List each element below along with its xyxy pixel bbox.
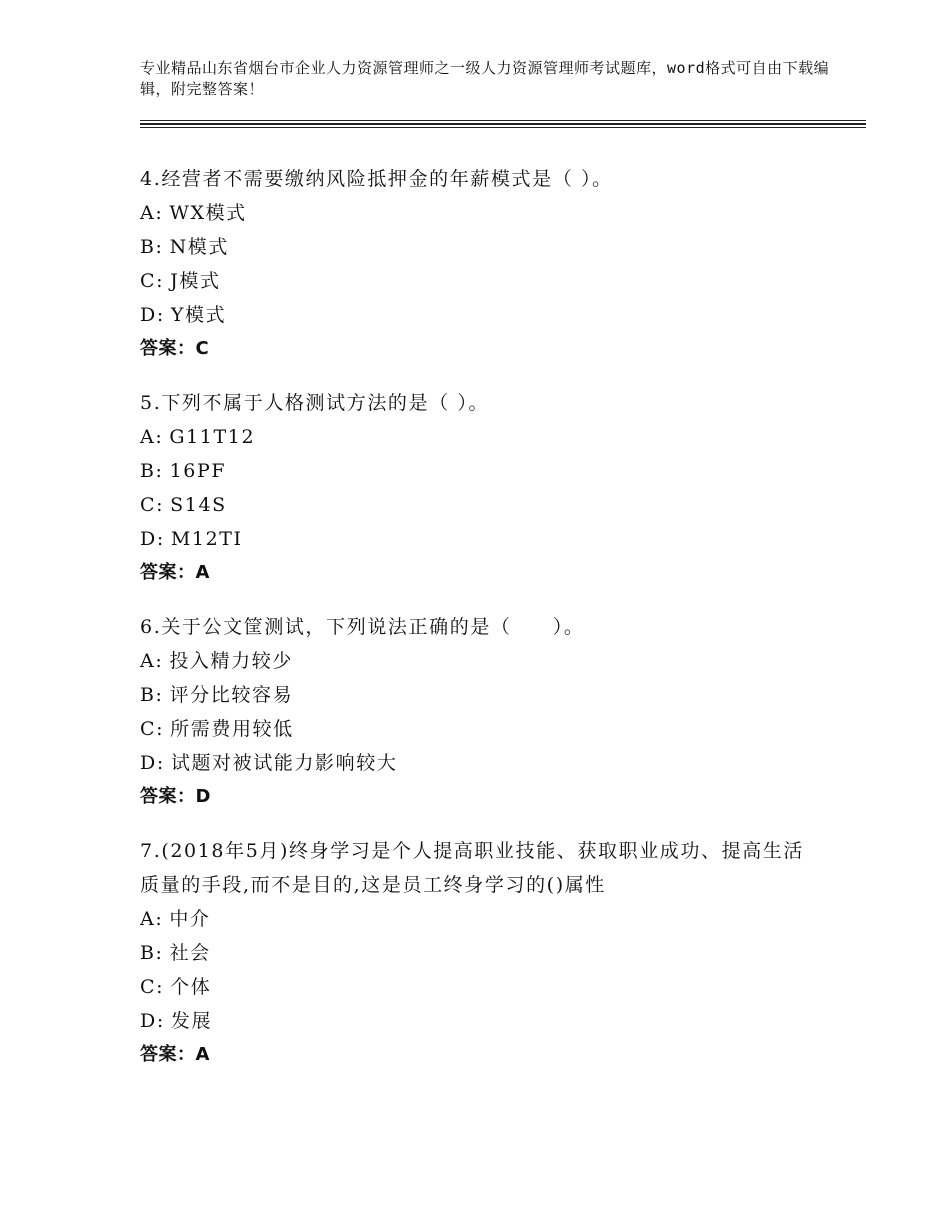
question-5 [140,384,820,590]
option-text: M12TI [170,528,243,550]
option-d [140,1004,820,1038]
answer-label: 答案：A [140,1044,210,1065]
option-key: C: [140,718,165,740]
page-header: 专业精品山东省烟台市企业人力资源管理师之一级人力资源管理师考试题库，word格式可自由下载编辑，附完整答案！ [140,59,830,98]
option-key: D: [140,528,165,550]
option-key: A: [140,202,164,224]
option-text: 所需费用较低 [170,718,294,740]
option-a [140,420,820,454]
option-b [140,230,820,264]
option-text: 个体 [170,976,212,998]
option-key: B: [140,942,164,964]
option-b [140,936,820,970]
question-stem: 4.经营者不需要缴纳风险抵押金的年薪模式是（ ）。 [140,168,613,190]
question-stem: 6.关于公文筐测试，下列说法正确的是（ ）。 [140,616,585,638]
question-stem: 5.下列不属于人格测试方法的是（ ）。 [140,392,490,414]
option-text: J模式 [170,270,221,292]
option-c [140,712,820,746]
option-text: 发展 [170,1010,213,1032]
option-key: C: [140,270,165,292]
option-text: N模式 [169,236,230,258]
answer-label: 答案：A [140,562,210,583]
option-key: B: [140,236,164,258]
header-divider [140,123,866,125]
option-c [140,264,820,298]
option-key: A: [140,426,164,448]
option-b [140,678,820,712]
option-key: D: [140,304,165,326]
option-text: 投入精力较少 [169,650,293,672]
option-text: G11T12 [169,426,256,448]
option-key: D: [140,1010,165,1032]
option-text: WX模式 [169,202,247,224]
option-text: 评分比较容易 [169,684,294,706]
option-d [140,298,820,332]
option-text: 试题对被试能力影响较大 [170,752,398,774]
question-stem: 7.(2018年5月)终身学习是个人提高职业技能、获取职业成功、提高生活质量的手段,而不是目的,这是员工终身学习的()属性 [140,840,804,896]
question-list [140,160,820,1090]
option-c [140,488,820,522]
header-divider [140,127,866,128]
option-key: B: [140,460,164,482]
header-divider [140,120,866,121]
option-key: B: [140,684,164,706]
option-c [140,970,820,1004]
question-7 [140,832,820,1072]
option-a [140,902,820,936]
option-key: C: [140,494,165,516]
option-d [140,746,820,780]
option-b [140,454,820,488]
option-text: Y模式 [170,304,227,326]
option-key: D: [140,752,165,774]
option-text: 16PF [169,460,227,482]
option-text: S14S [170,494,227,516]
option-key: C: [140,976,165,998]
option-a [140,644,820,678]
option-key: A: [140,908,164,930]
answer-label: 答案：C [140,338,210,359]
question-6 [140,608,820,814]
option-text: 社会 [169,942,211,964]
option-key: A: [140,650,164,672]
option-a [140,196,820,230]
answer-label: 答案：D [140,786,211,807]
option-d [140,522,820,556]
question-4 [140,160,820,366]
option-text: 中介 [169,908,211,930]
